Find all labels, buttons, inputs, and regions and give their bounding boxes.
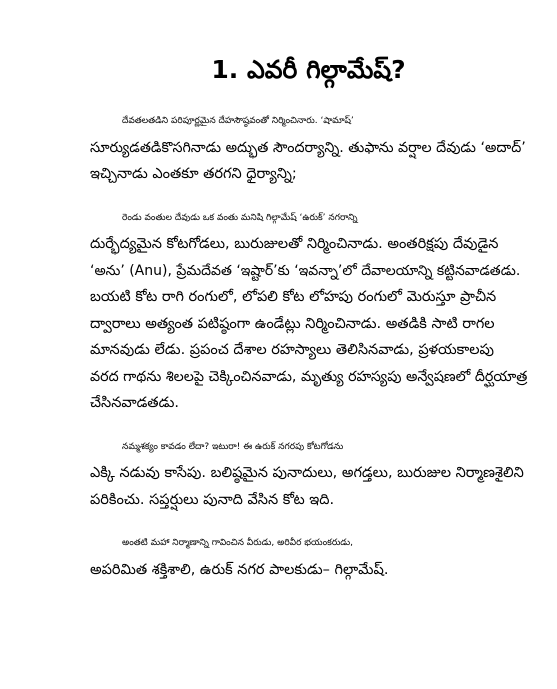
paragraph-3	[90, 434, 527, 514]
paragraph-line: అంతటి మహా నిర్మాణాన్ని గావించిన వీరుడు, అరివీర భయంకరుడు,	[122, 538, 353, 548]
paragraph-1	[90, 108, 527, 188]
paragraph-line: రెండు వంతుల దేవుడు ఒక వంతు మనిషి గిల్గామేష్ ‘ఉరుక్’ నగరాన్ని	[122, 212, 358, 223]
paragraph-line: ఇచ్చినాడు ఎంతకూ తరగని ధైర్యాన్ని;	[90, 166, 297, 182]
paragraph-line: ‘అను’ (Anu), ప్రేమదేవత ‘ఇష్టార్’కు ‘ఇవన్నా’లో దేవాలయాన్ని కట్టినవాడతడు.	[90, 262, 521, 279]
paragraph-line: ద్వారాలు అత్యంత పటిష్ఠంగా ఉండేట్లు నిర్మించినాడు. అతడికి సాటి రాగల	[90, 315, 495, 332]
paragraph-line: మానవుడు లేడు. ప్రపంచ దేశాల రహస్యాలు తెలిసినవాడు, ప్రళయకాలపు	[90, 342, 494, 358]
paragraph-line: పరికించు. సప్తర్షులు పునాది వేసిన కోట ఇది.	[90, 491, 335, 508]
paragraph-line: బయటి కోట రాగి రంగులో, లోపలి కోట లోహపు రంగులో మెరుస్తూ ప్రాచీన	[90, 289, 497, 305]
paragraph-line: వరద గాథను శిలలపై చెక్కించినవాడు, మృత్యు రహస్యపు అన్వేషణలో దీర్ఘయాత్ర	[90, 368, 528, 385]
paragraph-line: ఎక్కి నడువు కాసేపు. బలిష్ఠమైన పునాదులు, అగడ్తలు, బురుజుల నిర్మాణశైలిని	[90, 465, 524, 481]
page-title: 1. ఎవరీ గిల్గామేష్?	[211, 55, 406, 84]
paragraph-line: చేసినవాడతడు.	[90, 395, 179, 411]
paragraph-line: అపరిమిత శక్తిశాలి, ఉరుక్ నగర పాలకుడు– గిల్గామేష్.	[90, 561, 389, 578]
paragraph-4	[90, 530, 527, 583]
paragraph-line: సూర్యుడతడికొసగినాడు అద్భుత సౌందర్యాన్ని. తుఫాను వర్షాల దేవుడు ‘అదాద్’	[90, 139, 526, 156]
paragraph-line: దుర్భేద్యమైన కోటగోడలు, బురుజులతో నిర్మించినాడు. అంతరిక్షపు దేవుడైన	[90, 236, 499, 252]
paragraph-2	[90, 205, 527, 417]
paragraph-line: నమ్మశక్యం కావడం లేదా? ఇటురా! ఈ ఉరుక్ నగరపు కోటగోడను	[122, 441, 344, 452]
paragraph-line: దేవతలతడిని పరిపూర్ణమైన దేహసౌష్ఠవంతో నిర్మించినారు. ‘షామాష్’	[122, 116, 354, 126]
